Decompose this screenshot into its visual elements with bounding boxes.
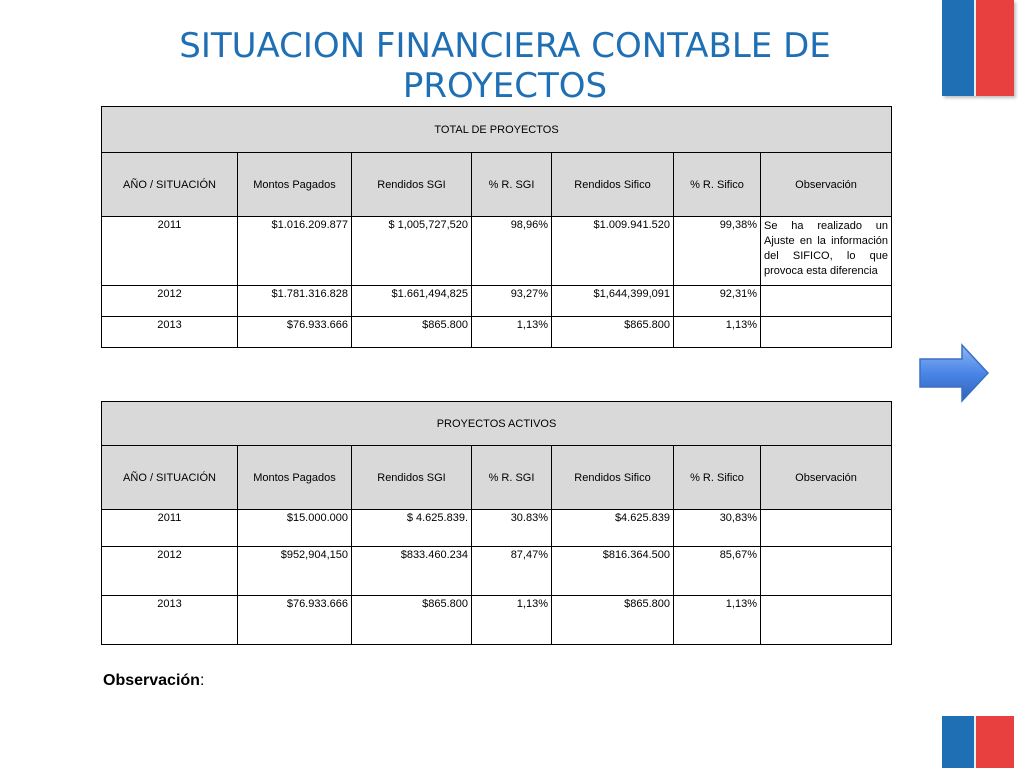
column-header: % R. Sifico — [674, 446, 761, 510]
year-cell: 2012 — [102, 547, 238, 596]
column-header: % R. SGI — [472, 446, 552, 510]
pct-sifico-cell: 85,67% — [674, 547, 761, 596]
observacion-cell — [761, 596, 892, 645]
pct-sgi-cell: 1,13% — [472, 596, 552, 645]
pct-sgi-cell: 87,47% — [472, 547, 552, 596]
column-header: Rendidos SGI — [352, 153, 472, 217]
observacion-label-text: Observación — [103, 672, 200, 689]
sifico-cell: $816.364.500 — [552, 547, 674, 596]
column-header: AÑO / SITUACIÓN — [102, 446, 238, 510]
observacion-label-colon: : — [199, 672, 205, 689]
observacion-label — [103, 672, 204, 690]
right-arrow-icon[interactable] — [918, 343, 990, 403]
column-header: Observación — [761, 446, 892, 510]
sifico-cell: $1,644,399,091 — [552, 286, 674, 317]
column-header: % R. Sifico — [674, 153, 761, 217]
montos-cell: $76.933.666 — [238, 596, 352, 645]
sgi-cell: $1.661,494,825 — [352, 286, 472, 317]
year-cell: 2013 — [102, 596, 238, 645]
table-row — [102, 286, 892, 317]
observacion-cell: Se ha realizado un Ajuste en la información del SIFICO, lo que provoca esta diferencia — [761, 217, 892, 286]
table-caption: TOTAL DE PROYECTOS — [102, 107, 892, 153]
pct-sifico-cell: 1,13% — [674, 596, 761, 645]
montos-cell: $1.016.209.877 — [238, 217, 352, 286]
sifico-cell: $865.800 — [552, 317, 674, 348]
pct-sgi-cell: 98,96% — [472, 217, 552, 286]
column-header: Montos Pagados — [238, 446, 352, 510]
table-row — [102, 510, 892, 547]
table-row — [102, 547, 892, 596]
montos-cell: $952,904,150 — [238, 547, 352, 596]
column-header: Rendidos Sifico — [552, 446, 674, 510]
pct-sifico-cell: 30,83% — [674, 510, 761, 547]
sgi-cell: $865.800 — [352, 596, 472, 645]
sifico-cell: $1.009.941.520 — [552, 217, 674, 286]
pct-sgi-cell: 1,13% — [472, 317, 552, 348]
sgi-cell: $ 1,005,727,520 — [352, 217, 472, 286]
year-cell: 2011 — [102, 217, 238, 286]
column-header: Rendidos Sifico — [552, 153, 674, 217]
column-header: Rendidos SGI — [352, 446, 472, 510]
sifico-cell: $865.800 — [552, 596, 674, 645]
table-total-proyectos — [101, 106, 892, 348]
year-cell: 2013 — [102, 317, 238, 348]
montos-cell: $76.933.666 — [238, 317, 352, 348]
montos-cell: $1.781.316.828 — [238, 286, 352, 317]
sifico-cell: $4.625.839 — [552, 510, 674, 547]
table-caption: PROYECTOS ACTIVOS — [102, 402, 892, 446]
pct-sifico-cell: 99,38% — [674, 217, 761, 286]
year-cell: 2011 — [102, 510, 238, 547]
table-proyectos-activos — [101, 401, 892, 645]
observacion-cell — [761, 547, 892, 596]
observacion-cell — [761, 286, 892, 317]
table-row — [102, 217, 892, 286]
column-header: AÑO / SITUACIÓN — [102, 153, 238, 217]
pct-sgi-cell: 93,27% — [472, 286, 552, 317]
column-header: Observación — [761, 153, 892, 217]
table-row — [102, 596, 892, 645]
column-header: Montos Pagados — [238, 153, 352, 217]
pct-sifico-cell: 92,31% — [674, 286, 761, 317]
sgi-cell: $833.460.234 — [352, 547, 472, 596]
year-cell: 2012 — [102, 286, 238, 317]
observacion-cell — [761, 317, 892, 348]
table-row — [102, 317, 892, 348]
flag-logo-top — [942, 0, 1014, 96]
observacion-cell — [761, 510, 892, 547]
flag-logo-bottom — [942, 716, 1014, 768]
pct-sgi-cell: 30.83% — [472, 510, 552, 547]
pct-sifico-cell: 1,13% — [674, 317, 761, 348]
sgi-cell: $ 4.625.839. — [352, 510, 472, 547]
sgi-cell: $865.800 — [352, 317, 472, 348]
column-header: % R. SGI — [472, 153, 552, 217]
slide-title: SITUACION FINANCIERA CONTABLE DE PROYECTOS — [179, 26, 831, 106]
montos-cell: $15.000.000 — [238, 510, 352, 547]
